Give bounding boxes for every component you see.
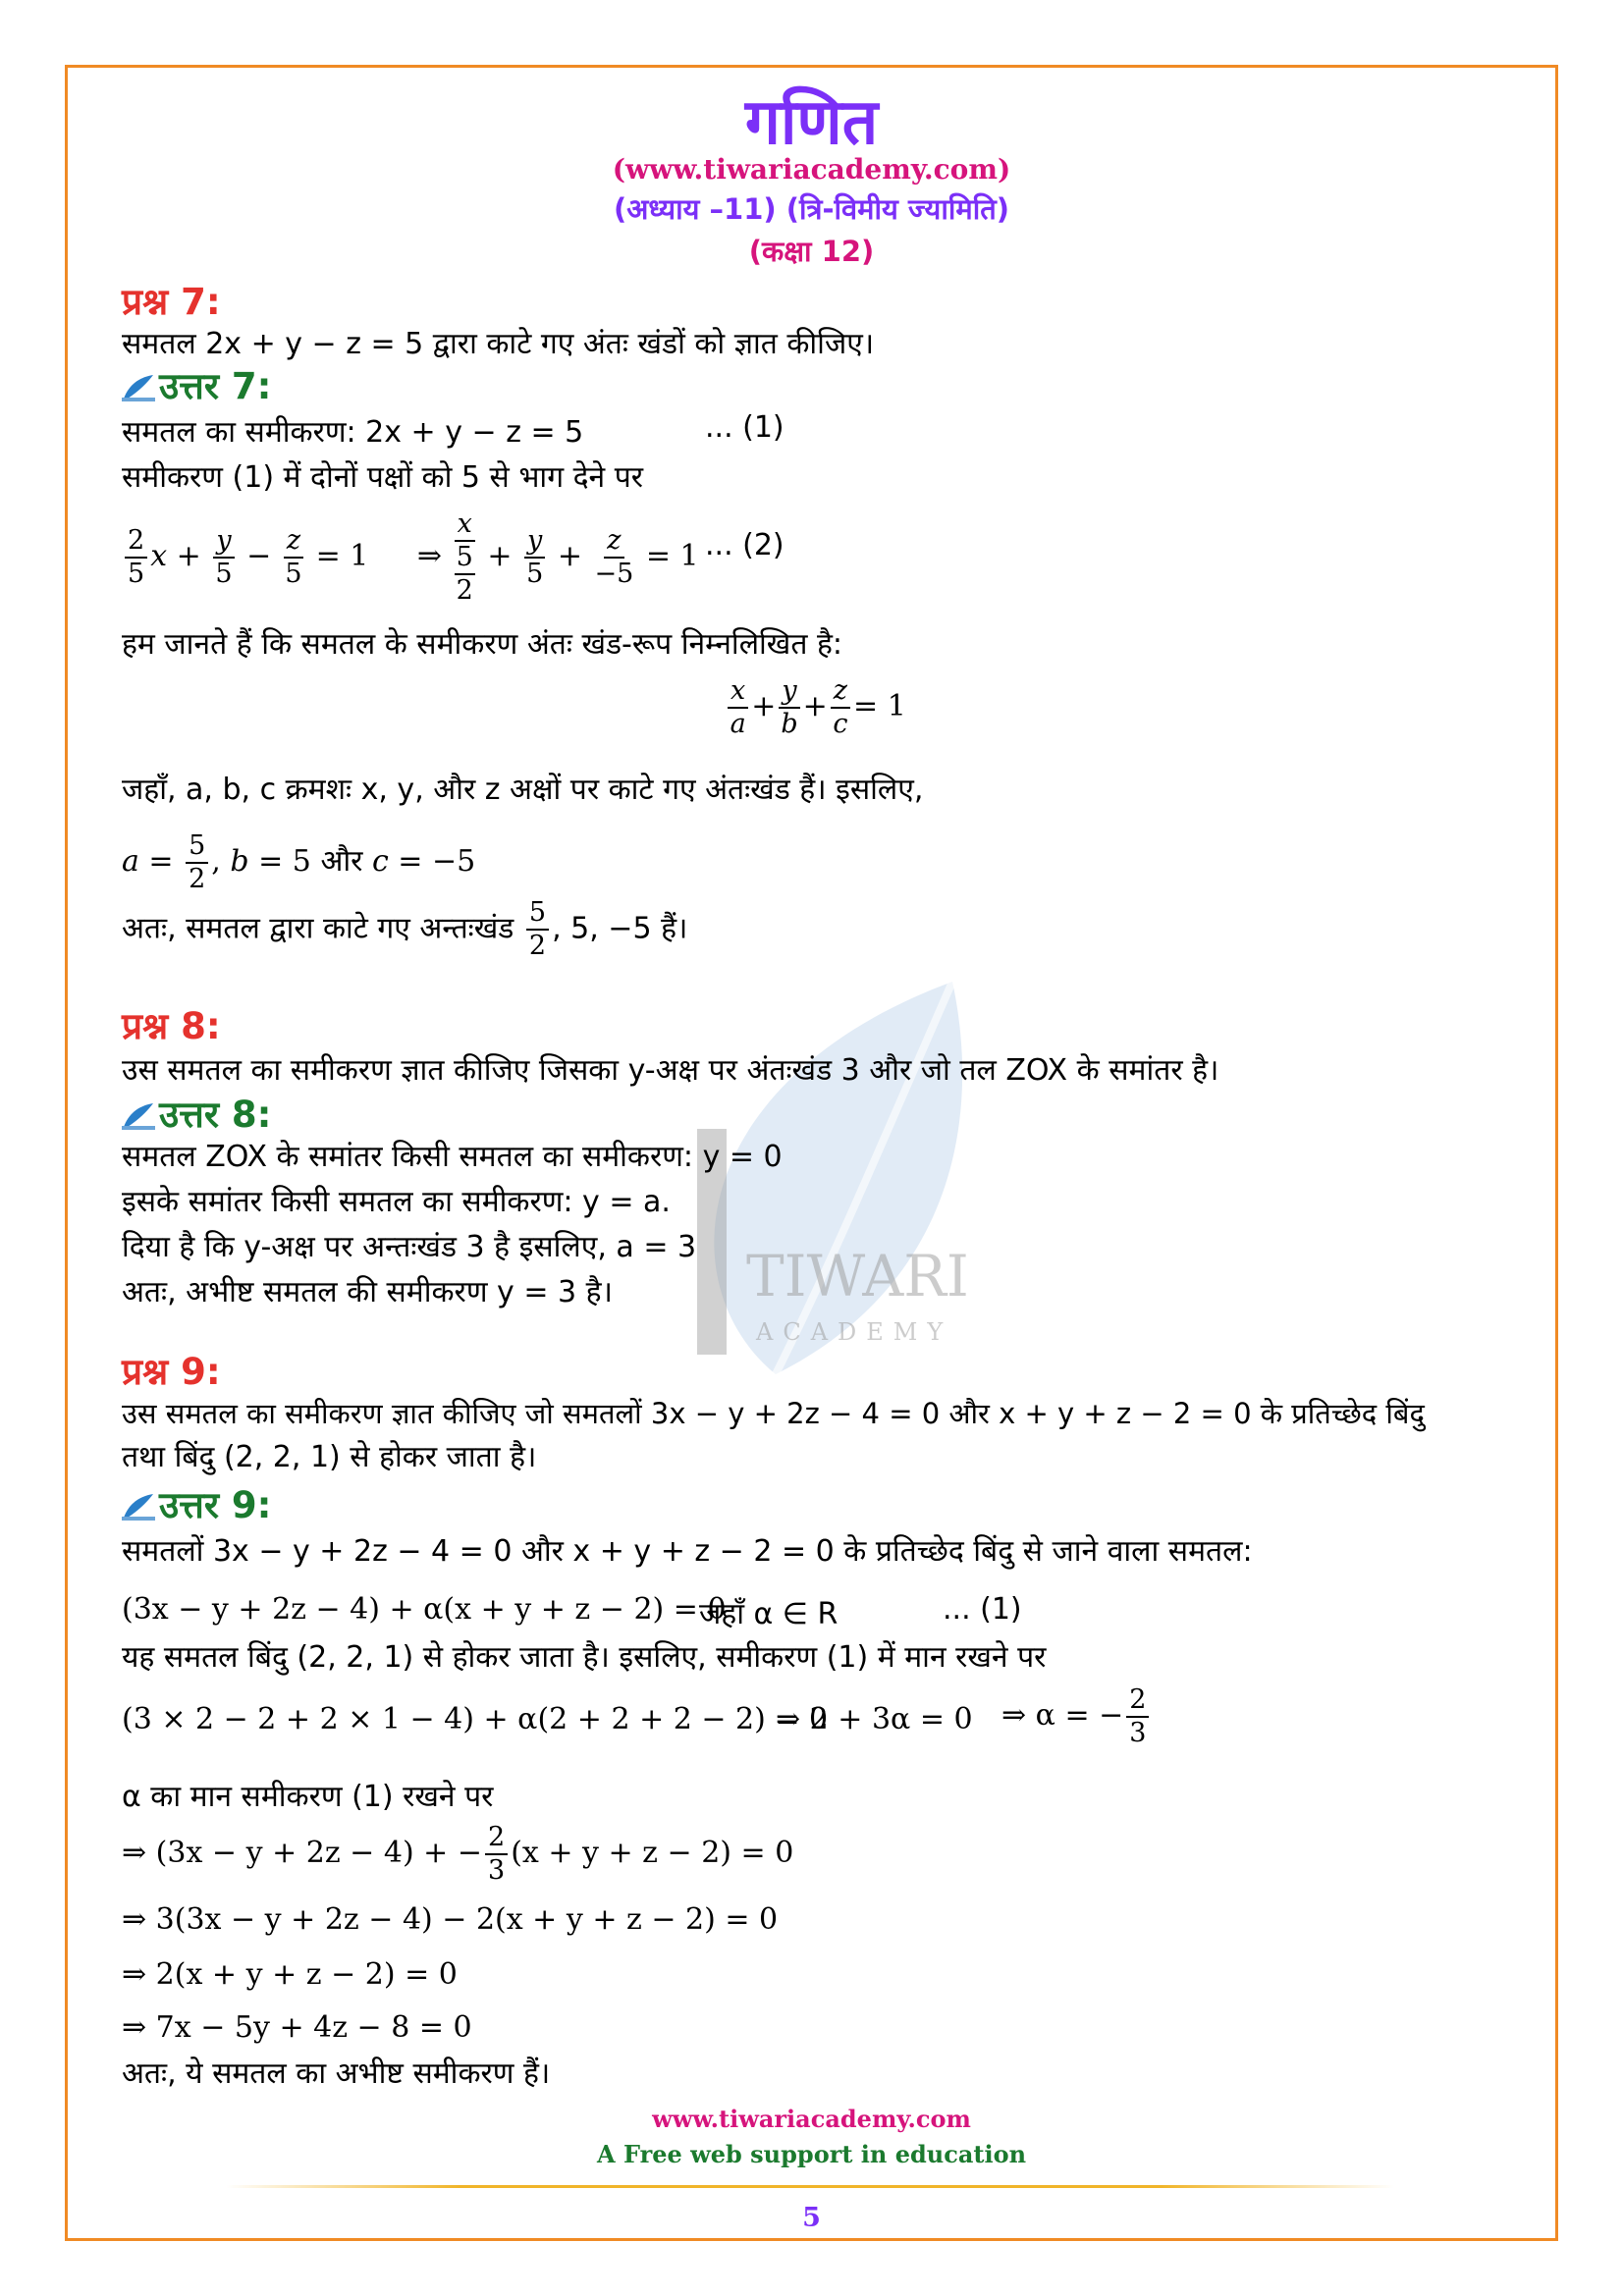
answer-9-line-4c: ⇒ α = − $\frac{2}{3}$: [1001, 1684, 1152, 1749]
header-chapter: (अध्याय –11) (त्रि-विमीय ज्यामिति): [613, 192, 1010, 226]
answer-8-line-2: इसके समांतर किसी समतल का समीकरण: y = a.: [122, 1185, 671, 1219]
question-7-heading: प्रश्न 7:: [122, 281, 221, 323]
question-9-heading: प्रश्न 9:: [122, 1351, 221, 1393]
answer-8-line-3: दिया है कि y-अक्ष पर अन्तःखंड 3 है इसलिए, a = 3: [122, 1230, 697, 1264]
question-9-text-2: तथा बिंदु (2, 2, 1) से होकर जाता है।: [122, 1440, 537, 1474]
answer-7-conclusion-pre: अतः, समतल द्वारा काटे गए अन्तःखंड: [122, 911, 514, 946]
answer-8-line-1: समतल ZOX के समांतर किसी समतल का समीकरण: y = 0: [122, 1140, 783, 1174]
page-number: 5: [802, 2203, 821, 2233]
equation-intercept-form-general: $\frac{x}{a}$ + $\frac{y}{b}$ + $\frac{z}{c}$ = 1: [725, 675, 906, 740]
substitution-post: (x + y + z − 2) = 0: [511, 1836, 794, 1870]
answer-9-where: जहाँ α ∈ R: [699, 1597, 839, 1631]
question-8-heading: प्रश्न 8:: [122, 1005, 221, 1047]
page-title: गणित: [744, 86, 879, 159]
question-8-text: उस समतल का समीकरण ज्ञात कीजिए जिसका y-अक्ष पर अंतःखंड 3 और जो तल ZOX के समांतर है।: [122, 1053, 1219, 1088]
answer-9-line-4a: (3 × 2 − 2 + 2 × 1 − 4) + α(2 + 2 + 2 − 2) = 0: [122, 1702, 829, 1736]
answer-9-line-3: यह समतल बिंदु (2, 2, 1) से होकर जाता है। इसलिए, समीकरण (1) में मान रखने पर: [122, 1640, 1047, 1675]
eq-ref-1: ... (1): [705, 410, 784, 445]
alpha-value-pre: ⇒ α = −: [1001, 1698, 1124, 1733]
pen-icon: [122, 1492, 155, 1522]
answer-7-line-4: जहाँ, a, b, c क्रमशः x, y, और z अक्षों पर काटे गए अंतःखंड हैं। इसलिए,: [122, 773, 924, 807]
answer-9-line-5: α का मान समीकरण (1) रखने पर: [122, 1780, 494, 1814]
answer-7-line-2: समीकरण (1) में दोनों पक्षों को 5 से भाग देने पर: [122, 460, 644, 495]
answer-8-line-4: अतः, अभीष्ट समतल की समीकरण y = 3 है।: [122, 1275, 613, 1309]
answer-9-line-9: ⇒ 7x − 5y + 4z − 8 = 0: [122, 2010, 472, 2045]
pen-icon: [122, 373, 155, 402]
equation-intercept-form-1: $\frac{2}{5}$ x + $\frac{y}{5}$ − $\frac{z}{5}$ = 1 ⇒ x 5 2 + $\frac{y}{5}$ + $\frac{z}{-5}$ = 1: [122, 508, 699, 607]
answer-7-line-6: अतः, समतल द्वारा काटे गए अन्तःखंड $\frac{5}{2}$ , 5, −5 हैं।: [122, 897, 688, 961]
pen-icon: [122, 1101, 155, 1131]
watermark-subtext: ACADEMY: [756, 1318, 953, 1346]
answer-9-line-4b: ⇒ 2 + 3α = 0: [776, 1702, 973, 1736]
answer-7-heading: उत्तर 7:: [159, 365, 272, 407]
answer-9-line-10: अतः, ये समतल का अभीष्ट समीकरण हैं।: [122, 2056, 551, 2091]
answer-7-line-5: a = $\frac{5}{2}$ , b = 5 और c = −5: [122, 830, 476, 894]
watermark-logo: [628, 962, 1041, 1394]
eq-ref-9-1: ... (1): [943, 1592, 1022, 1627]
answer-7-line-3: हम जानते हैं कि समतल के समीकरण अंतः खंड-रूप निम्नलिखित है:: [122, 627, 843, 662]
answer-9-line-8: ⇒ 2(x + y + z − 2) = 0: [122, 1957, 458, 1992]
answer-9-heading: उत्तर 9:: [159, 1484, 272, 1526]
answer-8-heading-row: [122, 1088, 271, 1138]
substitution-pre: ⇒ (3x − y + 2z − 4) + −: [122, 1836, 482, 1870]
footer-website-link[interactable]: www.tiwariacademy.com: [652, 2105, 971, 2133]
eq-ref-2: ... (2): [705, 528, 784, 562]
answer-7-line-1: समतल का समीकरण: 2x + y − z = 5: [122, 415, 584, 450]
answer-9-line-6: ⇒ (3x − y + 2z − 4) + − $\frac{2}{3}$ (x + y + z − 2) = 0: [122, 1822, 794, 1886]
answer-9-line-7: ⇒ 3(3x − y + 2z − 4) − 2(x + y + z − 2) = 0: [122, 1902, 779, 1937]
header-website: (www.tiwariacademy.com): [612, 153, 1011, 186]
watermark-text: TIWARI: [746, 1243, 969, 1309]
question-7-text: समतल 2x + y − z = 5 द्वारा काटे गए अंतः खंडों को ज्ञात कीजिए।: [122, 327, 875, 361]
footer-divider: [226, 2185, 1394, 2188]
footer-tagline: A Free web support in education: [596, 2140, 1027, 2168]
answer-7-conclusion-post: , 5, −5 हैं।: [552, 911, 688, 946]
question-9-text-1: उस समतल का समीकरण ज्ञात कीजिए जो समतलों 3x − y + 2z − 4 = 0 और x + y + z − 2 = 0 के प्रतिच्छेद बिंदु: [122, 1397, 1425, 1430]
answer-9-line-1: समतलों 3x − y + 2z − 4 = 0 और x + y + z − 2 = 0 के प्रतिच्छेद बिंदु से जाने वाला समतल:: [122, 1534, 1253, 1569]
answer-9-heading-row: [122, 1478, 271, 1528]
answer-8-heading: उत्तर 8:: [159, 1094, 272, 1136]
and-word: और: [320, 844, 363, 879]
answer-7-heading-row: [122, 359, 271, 409]
header-class: (कक्षा 12): [748, 235, 875, 268]
answer-9-line-2: (3x − y + 2z − 4) + α(x + y + z − 2) = 0: [122, 1592, 727, 1627]
